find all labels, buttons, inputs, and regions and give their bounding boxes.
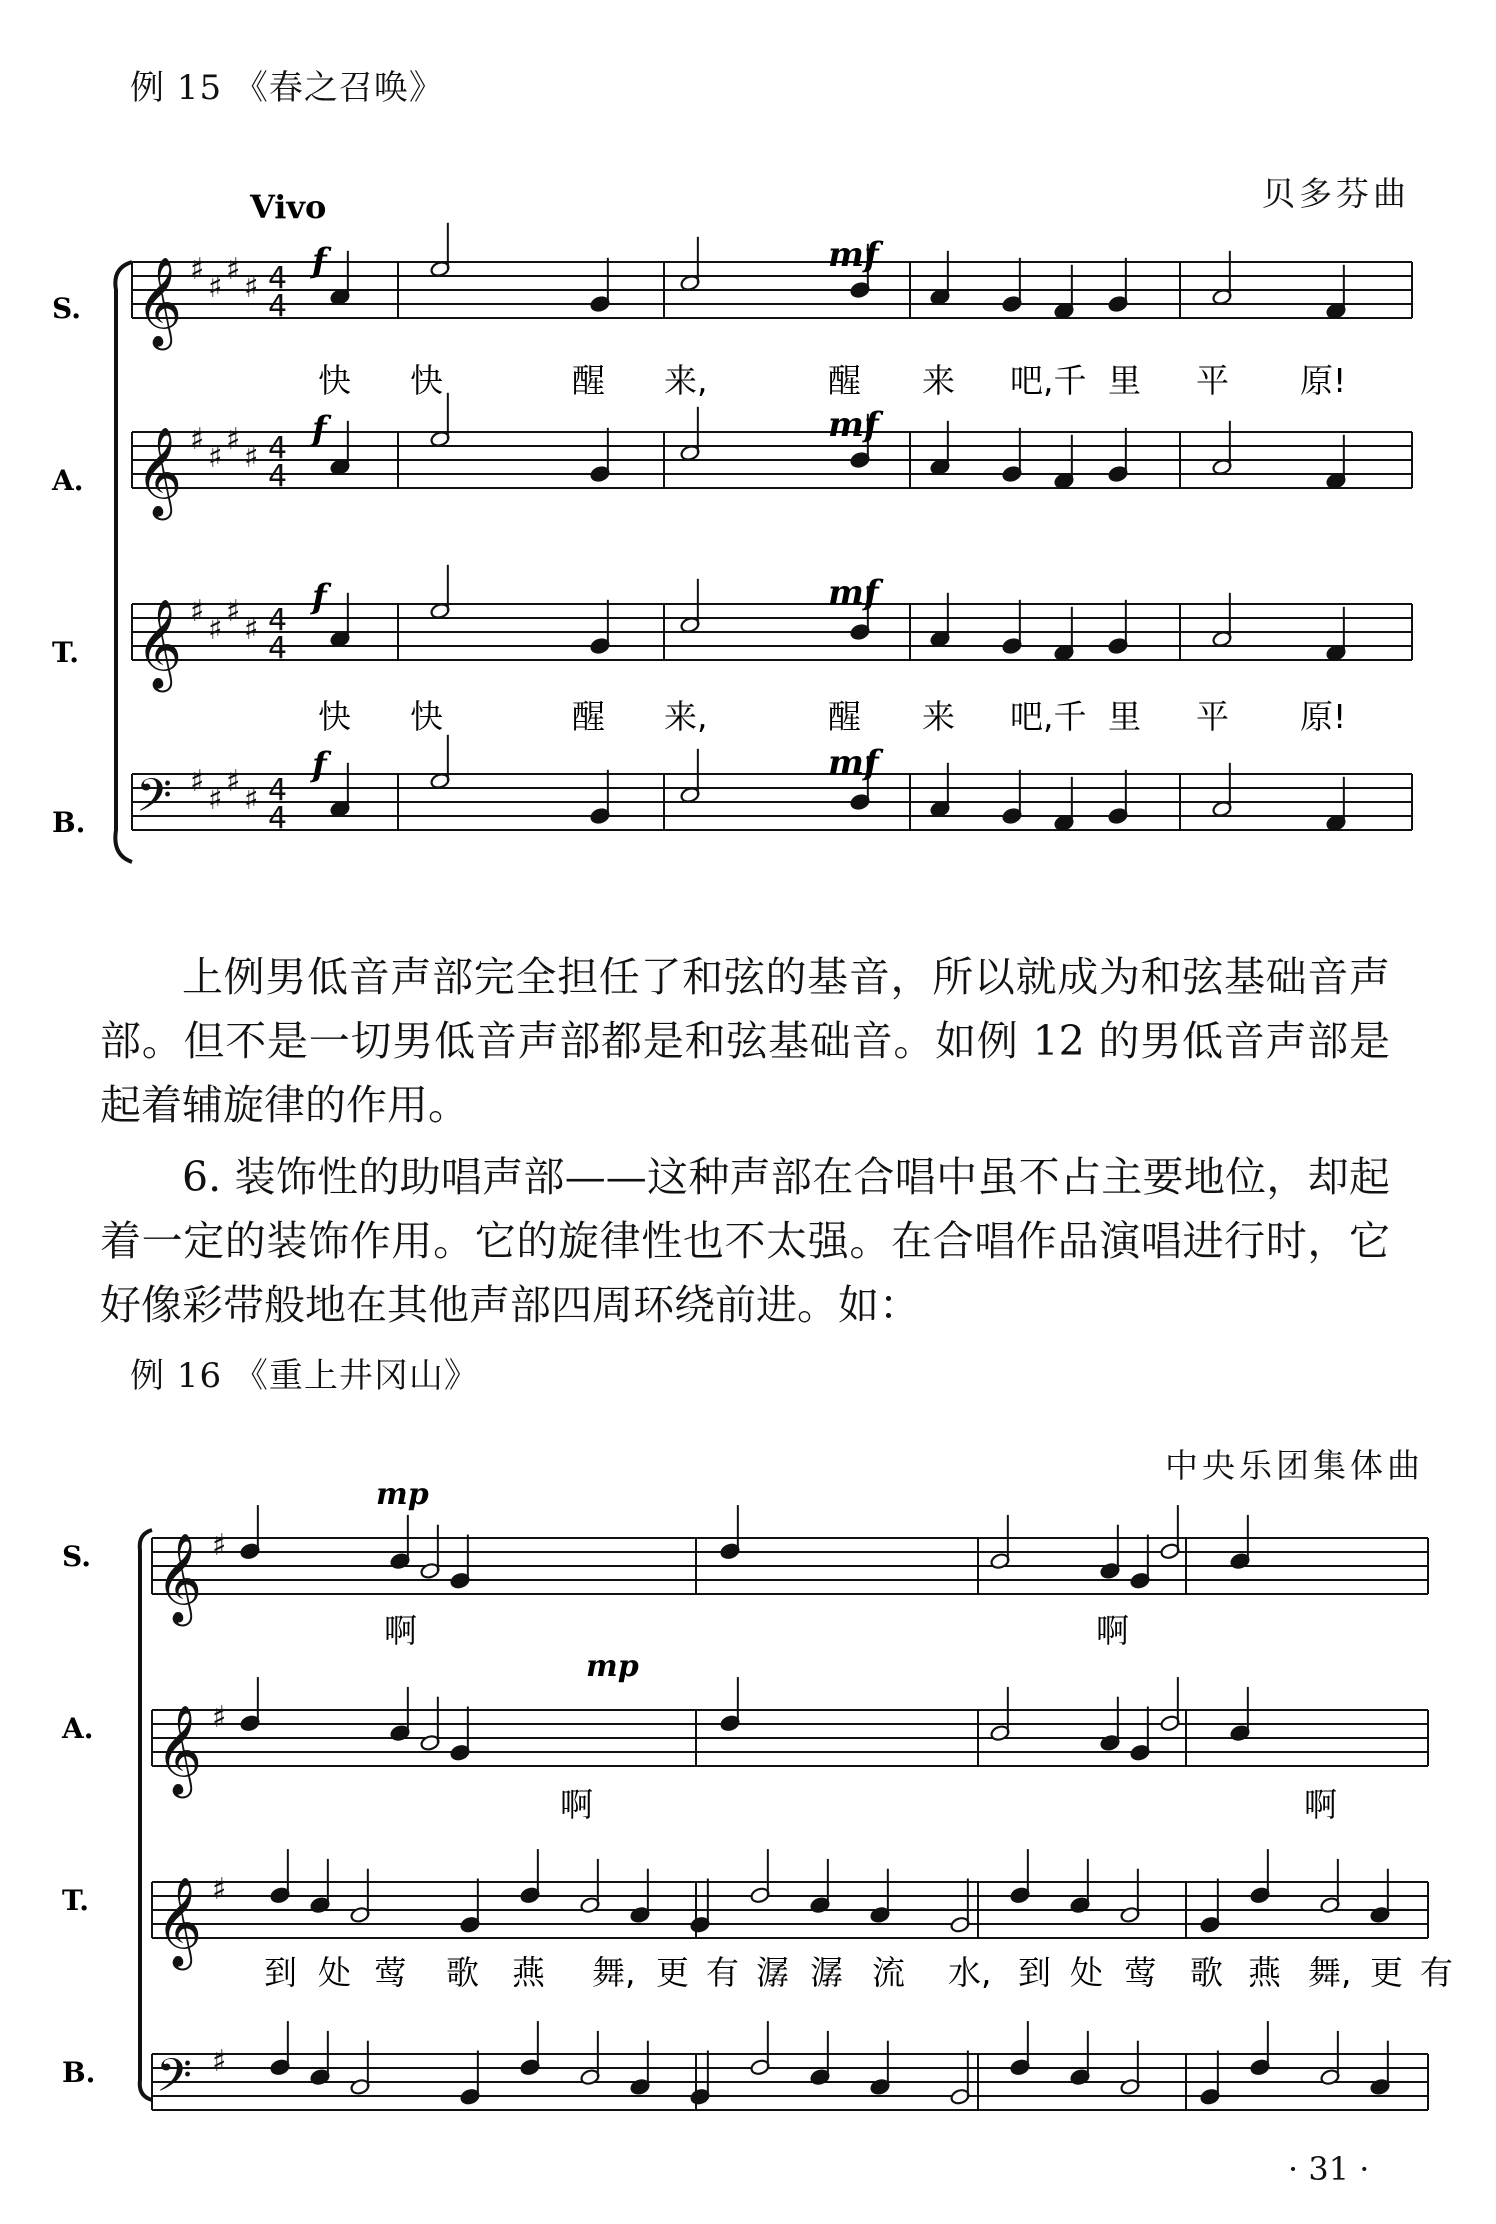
dynamic-f: f (312, 577, 327, 617)
lyric: 有 (1420, 1953, 1453, 1992)
sharp-icon: ♯ (208, 270, 223, 305)
lyric: 莺 (1124, 1953, 1157, 1992)
lyric: 醒 (828, 697, 861, 736)
part-label-soprano: S. (52, 292, 81, 325)
sharp-icon: ♯ (226, 251, 241, 287)
dynamic-mf: mf (828, 235, 879, 275)
lyric: 里 (1108, 697, 1141, 736)
bass-clef-icon: 𝄢 (156, 2049, 193, 2114)
lyric: 歌 (446, 1953, 479, 1992)
sharp-icon: ♯ (226, 421, 241, 457)
lyric: 潺 (756, 1953, 789, 1992)
lyric: 流 (872, 1953, 905, 1992)
lyric: 快 (318, 361, 351, 400)
paragraph-1: 上例男低音声部完全担任了和弦的基音，所以就成为和弦基础音声部。但不是一切男低音声部都是和弦基础音。如例 12 的男低音声部是起着辅旋律的作用。 (100, 953, 1390, 1129)
dynamic-mp: mp (376, 1480, 429, 1512)
time-signature: 4 (268, 289, 288, 324)
dynamic-mf: mf (828, 743, 879, 783)
sharp-icon: ♯ (212, 1699, 227, 1735)
lyric: 来 (922, 361, 955, 400)
lyric-ah: 啊 (1304, 1785, 1337, 1824)
page-number: · 31 · (1288, 2150, 1370, 2188)
part-label-alto: A. (62, 1712, 94, 1745)
treble-clef-icon: 𝄞 (156, 1705, 203, 1795)
lyric: 舞, (592, 1953, 636, 1992)
dynamic-mf: mf (828, 405, 879, 445)
lyric: 燕 (1248, 1953, 1281, 1992)
dynamic-f: f (312, 745, 327, 785)
dynamic-mf: mf (828, 573, 879, 613)
time-signature: 4 (268, 603, 288, 638)
lyric-ah: 啊 (1096, 1611, 1129, 1650)
lyric: 来 (922, 697, 955, 736)
sharp-icon: ♯ (208, 440, 223, 475)
score-example-15 (0, 0, 1496, 900)
treble-clef-icon: 𝄞 (136, 599, 183, 689)
part-label-tenor: T. (62, 1884, 89, 1917)
time-signature: 4 (268, 459, 288, 494)
lyric-ah: 啊 (384, 1611, 417, 1650)
lyric: 莺 (374, 1953, 407, 1992)
part-label-tenor: T. (52, 636, 79, 669)
treble-clef-icon: 𝄞 (136, 257, 183, 347)
part-label-bass: B. (52, 806, 86, 839)
sharp-icon: ♯ (190, 763, 205, 799)
lyric: 潺 (810, 1953, 843, 1992)
time-signature: 4 (268, 631, 288, 666)
time-signature: 4 (268, 773, 288, 808)
lyric: 来, (664, 361, 708, 400)
lyric: 快 (410, 697, 443, 736)
lyric: 水, (948, 1953, 992, 1992)
sharp-icon: ♯ (208, 782, 223, 817)
lyric: 有 (706, 1953, 739, 1992)
dynamic-f: f (312, 409, 327, 449)
time-signature: 4 (268, 431, 288, 466)
sharp-icon: ♯ (212, 2043, 227, 2079)
sharp-icon: ♯ (244, 782, 259, 817)
notes-example-15 (330, 223, 1347, 832)
lyric-ah: 啊 (560, 1785, 593, 1824)
lyric: 快 (318, 697, 351, 736)
sharp-icon: ♯ (226, 763, 241, 799)
lyric: 舞, (1308, 1953, 1352, 1992)
lyric: 快 (410, 361, 443, 400)
example-15-title: 例 15 《春之召唤》 (130, 68, 444, 108)
lyric: 到 (264, 1953, 297, 1992)
dynamic-mp: mp (586, 1649, 639, 1684)
lyric: 原! (1300, 697, 1347, 736)
part-label-soprano: S. (62, 1540, 91, 1573)
paragraph-2: 6. 装饰性的助唱声部——这种声部在合唱中虽不占主要地位，却起着一定的装饰作用。它的旋律性也不太强。在合唱作品演唱进行时，它好像彩带般地在其他声部四周环绕前进。如： (100, 1153, 1390, 1329)
part-label-alto: A. (52, 464, 84, 497)
example-15-composer: 贝多芬曲 (1262, 174, 1410, 213)
lyric: 来, (664, 697, 708, 736)
sharp-icon: ♯ (190, 421, 205, 457)
example-16-composer: 中央乐团集体曲 (1165, 1446, 1424, 1485)
lyric: 歌 (1190, 1953, 1223, 1992)
lyric: 到 (1018, 1953, 1051, 1992)
lyric: 平 (1196, 361, 1229, 400)
treble-clef-icon: 𝄞 (156, 1533, 203, 1623)
sharp-icon: ♯ (212, 1871, 227, 1907)
treble-clef-icon: 𝄞 (156, 1877, 203, 1967)
sharp-icon: ♯ (190, 251, 205, 287)
lyric: 醒 (828, 361, 861, 400)
lyric: 更 (1370, 1953, 1403, 1992)
score-example-16 (0, 1480, 1496, 2130)
example-16-title: 例 16 《重上井冈山》 (130, 1356, 479, 1396)
lyric: 吧,千 (1010, 361, 1087, 400)
sharp-icon: ♯ (212, 1527, 227, 1563)
dynamic-f: f (312, 241, 327, 281)
time-signature: 4 (268, 261, 288, 296)
body-text (100, 945, 1390, 1337)
lyric: 平 (1196, 697, 1229, 736)
lyric: 更 (656, 1953, 689, 1992)
sharp-icon: ♯ (226, 593, 241, 629)
sharp-icon: ♯ (208, 612, 223, 647)
lyric: 原! (1300, 361, 1347, 400)
sharp-icon: ♯ (244, 270, 259, 305)
part-label-bass: B. (62, 2056, 96, 2089)
lyric: 里 (1108, 361, 1141, 400)
lyric: 燕 (512, 1953, 545, 1992)
time-signature: 4 (268, 801, 288, 836)
sharp-icon: ♯ (244, 440, 259, 475)
lyric: 吧,千 (1010, 697, 1087, 736)
tempo-marking: Vivo (250, 188, 327, 226)
tenor-lyrics (264, 1953, 1453, 1992)
system-bracket-15 (115, 262, 132, 862)
sharp-icon: ♯ (190, 593, 205, 629)
lyric: 处 (1070, 1953, 1103, 1992)
sharp-icon: ♯ (244, 612, 259, 647)
lyric: 醒 (572, 697, 605, 736)
lyric: 醒 (572, 361, 605, 400)
lyric: 处 (318, 1953, 351, 1992)
system-bracket-16 (140, 1530, 152, 2100)
bass-clef-icon: 𝄢 (136, 769, 173, 834)
staves-example-16 (152, 1528, 1428, 2114)
notes-example-16 (240, 1505, 1391, 2105)
treble-clef-icon: 𝄞 (136, 427, 183, 517)
